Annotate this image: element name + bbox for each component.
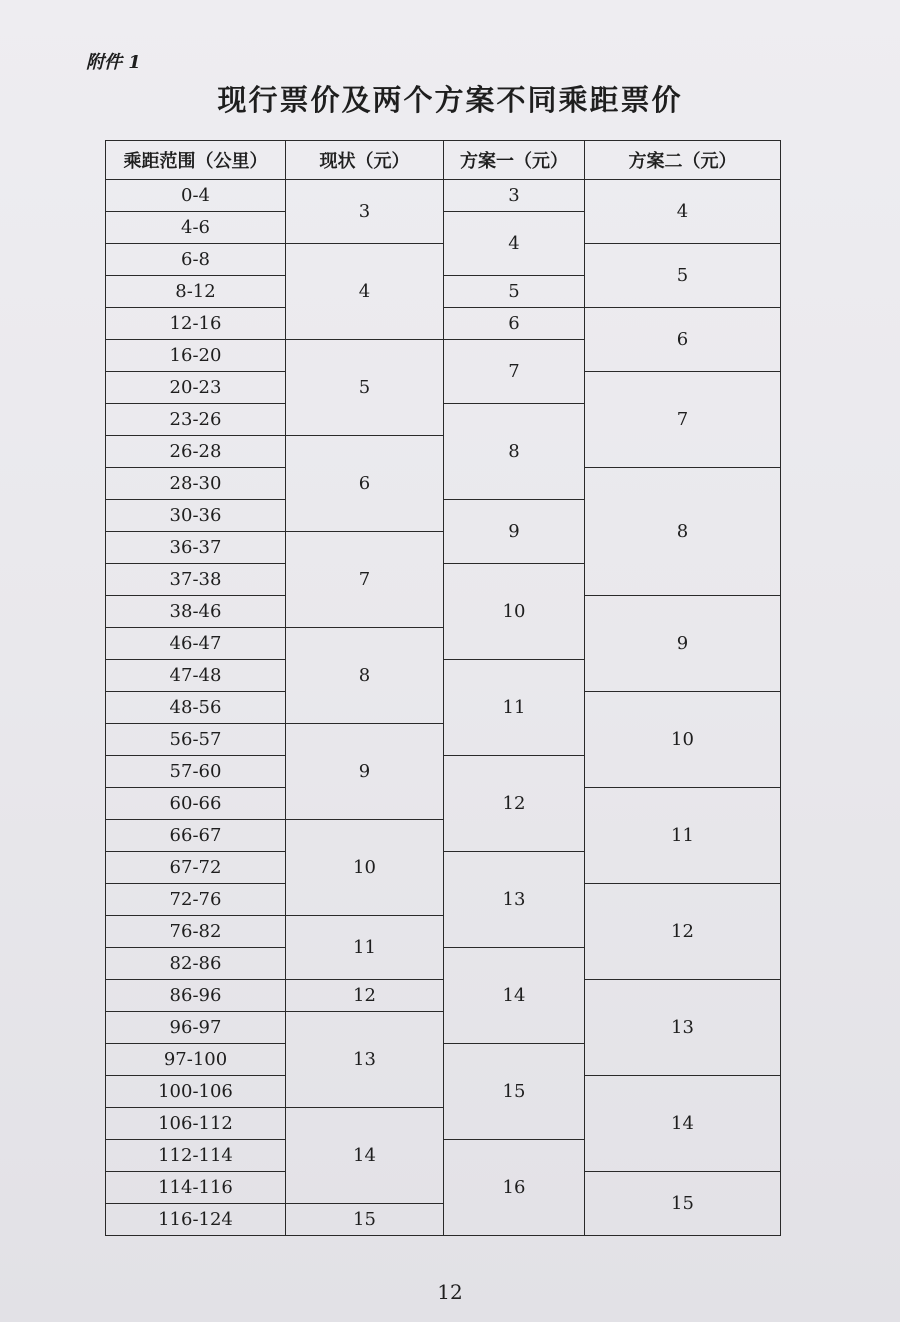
distance-range-cell: 36-37 [106,532,286,564]
distance-range-cell: 82-86 [106,948,286,980]
distance-range-cell: 28-30 [106,468,286,500]
page-number: 12 [437,1280,463,1304]
distance-range-cell: 46-47 [106,628,286,660]
distance-range-cell: 76-82 [106,916,286,948]
distance-range-cell: 48-56 [106,692,286,724]
current-fare-cell: 8 [286,628,444,724]
plan-one-fare-cell: 11 [444,660,585,756]
plan-two-fare-cell: 4 [585,180,781,244]
distance-range-cell: 8-12 [106,276,286,308]
plan-one-fare-cell: 4 [444,212,585,276]
plan-two-fare-cell: 9 [585,596,781,692]
table-row [106,308,781,340]
plan-two-fare-cell: 13 [585,980,781,1076]
plan-two-fare-cell: 11 [585,788,781,884]
plan-two-fare-cell: 5 [585,244,781,308]
distance-range-cell: 67-72 [106,852,286,884]
current-fare-cell: 9 [286,724,444,820]
distance-range-cell: 60-66 [106,788,286,820]
distance-range-cell: 57-60 [106,756,286,788]
distance-range-cell: 23-26 [106,404,286,436]
plan-one-fare-cell: 5 [444,276,585,308]
plan-one-fare-cell: 7 [444,340,585,404]
plan-one-fare-cell: 6 [444,308,585,340]
distance-range-cell: 96-97 [106,1012,286,1044]
distance-range-cell: 16-20 [106,340,286,372]
header-distance-range: 乘距范围（公里） [106,141,286,180]
current-fare-cell: 5 [286,340,444,436]
current-fare-cell: 4 [286,244,444,340]
distance-range-cell: 66-67 [106,820,286,852]
distance-range-cell: 6-8 [106,244,286,276]
plan-one-fare-cell: 14 [444,948,585,1044]
table-row [106,980,781,1012]
fare-table [105,140,781,1236]
plan-two-fare-cell: 10 [585,692,781,788]
current-fare-cell: 15 [286,1204,444,1236]
plan-one-fare-cell: 13 [444,852,585,948]
plan-one-fare-cell: 10 [444,564,585,660]
attachment-label: 附件 1 [86,52,141,73]
plan-two-fare-cell: 8 [585,468,781,596]
fare-table-body [106,180,781,1236]
distance-range-cell: 97-100 [106,1044,286,1076]
distance-range-cell: 114-116 [106,1172,286,1204]
table-row [106,180,781,212]
distance-range-cell: 0-4 [106,180,286,212]
distance-range-cell: 56-57 [106,724,286,756]
current-fare-cell: 12 [286,980,444,1012]
distance-range-cell: 112-114 [106,1140,286,1172]
plan-two-fare-cell: 14 [585,1076,781,1172]
current-fare-cell: 10 [286,820,444,916]
current-fare-cell: 7 [286,532,444,628]
fare-table-container [105,140,780,1236]
distance-range-cell: 116-124 [106,1204,286,1236]
distance-range-cell: 86-96 [106,980,286,1012]
header-plan-one-fare: 方案一（元） [444,141,585,180]
distance-range-cell: 26-28 [106,436,286,468]
current-fare-cell: 13 [286,1012,444,1108]
distance-range-cell: 100-106 [106,1076,286,1108]
current-fare-cell: 6 [286,436,444,532]
plan-two-fare-cell: 12 [585,884,781,980]
distance-range-cell: 20-23 [106,372,286,404]
plan-one-fare-cell: 12 [444,756,585,852]
header-current-fare: 现状（元） [286,141,444,180]
distance-range-cell: 37-38 [106,564,286,596]
distance-range-cell: 106-112 [106,1108,286,1140]
plan-two-fare-cell: 7 [585,372,781,468]
current-fare-cell: 14 [286,1108,444,1204]
plan-one-fare-cell: 9 [444,500,585,564]
plan-one-fare-cell: 15 [444,1044,585,1140]
table-header-row [106,141,781,180]
plan-two-fare-cell: 6 [585,308,781,372]
page-title: 现行票价及两个方案不同乘距票价 [217,83,683,117]
table-row [106,244,781,276]
header-plan-two-fare: 方案二（元） [585,141,781,180]
distance-range-cell: 72-76 [106,884,286,916]
plan-two-fare-cell: 15 [585,1172,781,1236]
distance-range-cell: 12-16 [106,308,286,340]
distance-range-cell: 4-6 [106,212,286,244]
current-fare-cell: 11 [286,916,444,980]
current-fare-cell: 3 [286,180,444,244]
distance-range-cell: 38-46 [106,596,286,628]
distance-range-cell: 47-48 [106,660,286,692]
plan-one-fare-cell: 8 [444,404,585,500]
plan-one-fare-cell: 16 [444,1140,585,1236]
plan-one-fare-cell: 3 [444,180,585,212]
distance-range-cell: 30-36 [106,500,286,532]
